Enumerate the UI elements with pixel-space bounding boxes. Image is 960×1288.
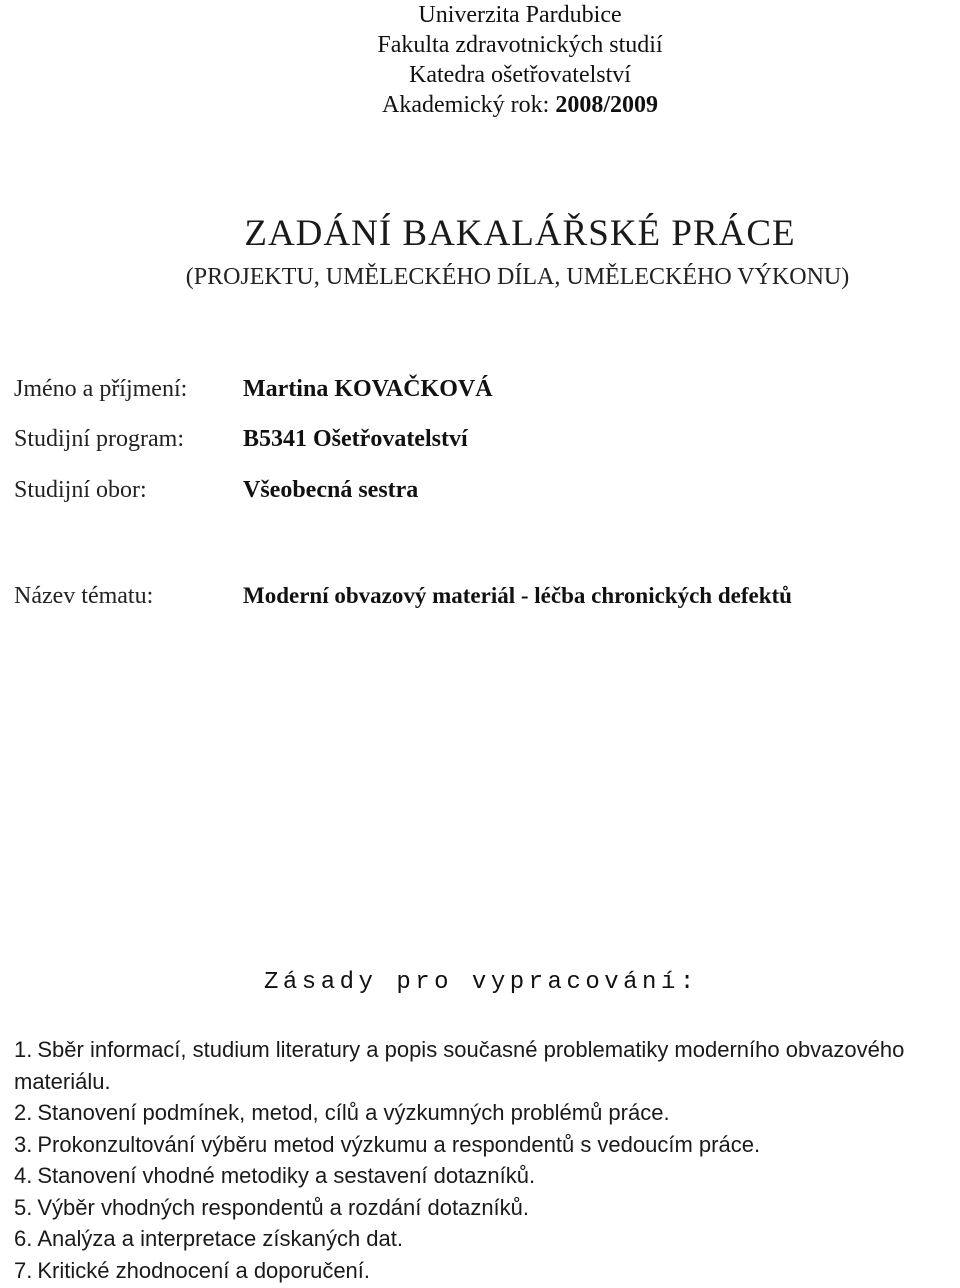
field-label: Studijní obor: — [14, 477, 147, 503]
department-name: Katedra ošetřovatelství — [409, 62, 631, 88]
field-value: Martina KOVAČKOVÁ — [243, 376, 493, 402]
document-subtitle: (PROJEKTU, UMĚLECKÉHO DÍLA, UMĚLECKÉHO VÝKONU) — [185, 264, 850, 290]
rule-number: 7. — [14, 1257, 33, 1283]
university-name: Univerzita Pardubice — [418, 2, 622, 28]
rule-item — [14, 1034, 934, 1097]
rules-heading: Zásady pro vypracování: — [264, 969, 699, 996]
rule-text: Stanovení podmínek, metod, cílů a výzkumných problémů práce. — [37, 1100, 670, 1125]
faculty-name: Fakulta zdravotnických studií — [377, 32, 663, 58]
field-label: Jméno a příjmení: — [14, 376, 188, 402]
academic-year-value: 2008/2009 — [555, 92, 658, 118]
rule-item — [14, 1129, 934, 1161]
rule-text: Kritické zhodnocení a doporučení. — [37, 1257, 371, 1283]
field-value: B5341 Ošetřovatelství — [243, 426, 468, 452]
rule-item — [14, 1160, 934, 1192]
field-value: Všeobecná sestra — [243, 477, 419, 503]
field-value: Moderní obvazový materiál - léčba chronických defektů — [243, 583, 792, 608]
rule-number: 4. — [14, 1163, 33, 1188]
rule-number: 1. — [14, 1037, 33, 1062]
rule-text: Výběr vhodných respondentů a rozdání dotazníků. — [37, 1194, 530, 1220]
document-title: ZADÁNÍ BAKALÁŘSKÉ PRÁCE — [244, 213, 796, 254]
rule-item — [14, 1097, 934, 1129]
field-label: Název tématu: — [14, 583, 154, 609]
rule-text: Stanovení vhodné metodiky a sestavení dotazníků. — [37, 1163, 536, 1188]
rules-list — [14, 1034, 934, 1286]
rule-item — [14, 1223, 934, 1255]
rule-number: 6. — [14, 1226, 33, 1251]
rule-text: Sběr informací, studium literatury a popis současné problematiky moderního obvazového materiálu. — [14, 1037, 905, 1094]
academic-year-label: Akademický rok: — [382, 92, 550, 118]
rule-number: 2. — [14, 1100, 33, 1125]
document-header — [0, 0, 960, 120]
field-label: Studijní program: — [14, 426, 184, 452]
rule-number: 5. — [14, 1194, 33, 1220]
rule-text: Analýza a interpretace získaných dat. — [37, 1226, 404, 1251]
rule-item — [14, 1192, 934, 1224]
rule-item — [14, 1255, 934, 1287]
academic-year — [0, 90, 960, 120]
rule-text: Prokonzultování výběru metod výzkumu a respondentů s vedoucím práce. — [37, 1131, 761, 1157]
rule-number: 3. — [14, 1131, 33, 1157]
